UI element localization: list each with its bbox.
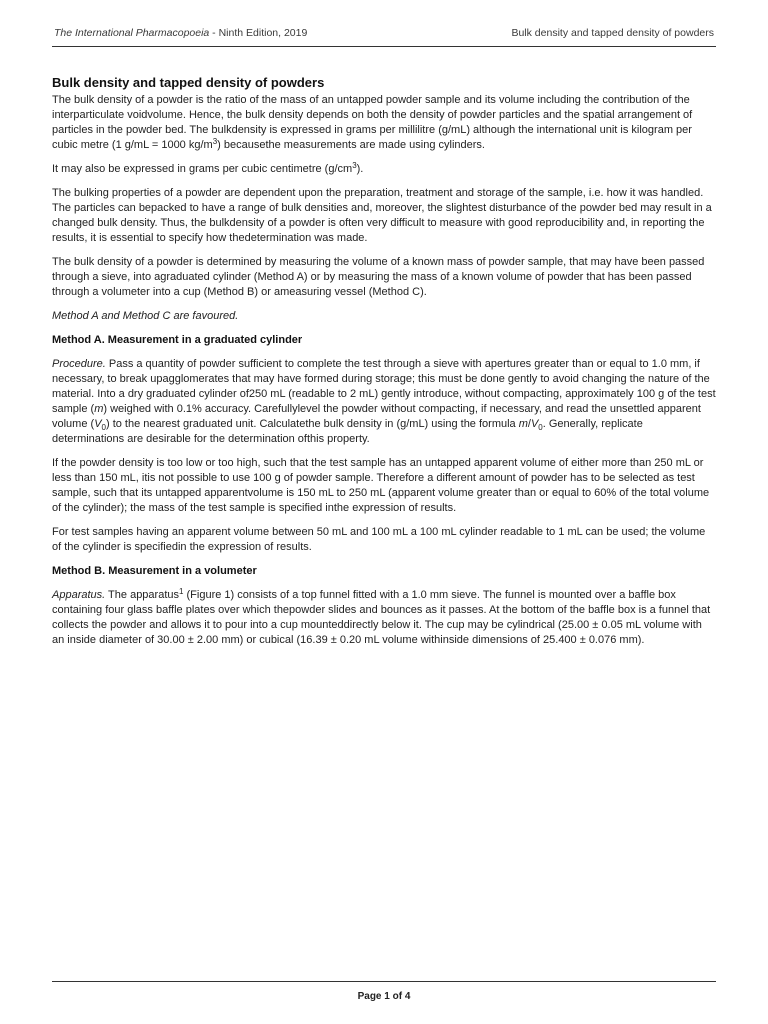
formula-subscript: 0: [538, 423, 543, 432]
formula-v: V: [530, 418, 539, 430]
paragraph-text: ) becausethe measurements are made using cylinders.: [217, 139, 485, 151]
paragraph-text: . Generally, replicate determinations are desirable for the determination ofthis property.: [52, 418, 643, 445]
paragraph-bulking-properties: The bulking properties of a powder are dependent upon the preparation, treatment and storage of the sample, i.e. how it was handled. The particles can bepacked to have a range of bulk densities and, moreover, the slightest disturbance of the powder bed may result in a changed bulk density. Thus, the bulkdensity of a powder is often very difficult to measure with good reproducibility and, in reporting the results, it is essential to specify how thedetermination was made.: [52, 187, 712, 244]
document-body: [52, 75, 716, 657]
paragraph-text: ).: [356, 163, 364, 175]
formula-slash: /: [527, 418, 531, 430]
page-title: Bulk density and tapped density of powders: [52, 75, 325, 90]
page-number: Page 1 of 4: [357, 991, 411, 1002]
paragraph-procedure: [52, 357, 716, 447]
paragraph-text: Method A and Method C are favoured.: [52, 310, 239, 322]
header-edition: - Ninth Edition, 2019: [209, 27, 308, 39]
header-section-title: Bulk density and tapped density of powders: [511, 27, 714, 39]
header-book-title: The International Pharmacopoeia: [54, 27, 210, 39]
paragraph-text: Pass a quantity of powder sufficient to complete the test through a sieve with apertures greater than or equal to 1.0 mm, if necessary, to break upagglomerates that may have formed during storage; this must be done gently to avoid changing the nature of the material. Into a dry graduated cylinder of250 mL (readable to 2 mL) gently introduce, without compacting, approximately 100 g of the test sample (: [52, 358, 716, 415]
footnote-ref[interactable]: 1: [179, 587, 184, 596]
paragraph-apparatus: [52, 588, 716, 648]
paragraph-text: ) weighed with 0.1% accuracy. Carefullylevel the powder without compacting, if necessary, and read the unsettled apparent volume (: [52, 403, 701, 430]
paragraph-text: It may also be expressed in grams per cubic centimetre (g/cm: [52, 163, 353, 175]
paragraph-text: ) to the nearest graduated unit. Calculatethe bulk density in (g/mL) using the formula: [105, 418, 519, 430]
paragraph-small-volume: For test samples having an apparent volume between 50 mL and 100 mL a 100 mL cylinder readable to 1 mL can be used; the volume of the cylinder is specifiedin the expression of results.: [52, 526, 706, 553]
superscript: 3: [212, 137, 218, 146]
paragraph-text: The bulk density of a powder is the ratio of the mass of an untapped powder sample and its volume including the contribution of the interparticulate voidvolume. Hence, the bulk density depends on both the density of powder particles and the spatial arrangement of particles in the powder bed. The bulkdensity is expressed in grams per millilitre (g/mL) although the international unit is kilogram per cubic metre (1 g/mL = 1000 kg/m: [52, 94, 693, 151]
paragraph-text: (Figure 1) consists of a top funnel fitted with a 1.0 mm sieve. The funnel is mounted over a baffle box containing four glass baffle plates over which thepowder slides and bounces as it passes. At the bottom of the baffle box is a funnel that collects the powder and allows it to pour into a cup mounteddirectly below it. The cup may be cylindrical (25.00 ± 0.05 mL volume with an inside diameter of 30.00 ± 2.00 mm) or cubical (16.39 ± 0.20 mL volume withinside dimensions of 25.400 ± 0.076 mm).: [52, 589, 711, 646]
paragraph-determination: The bulk density of a powder is determined by measuring the volume of a known mass of powder sample, that may have been passed through a sieve, into agraduated cylinder (Method A) or by measuring the mass of a known volume of powder that has been passed through a volumeter into a cup (Method B) or ameasuring vessel (Method C).: [52, 256, 705, 298]
heading-method-a: Method A. Measurement in a graduated cylinder: [52, 334, 303, 346]
apparatus-label: Apparatus.: [52, 589, 106, 601]
symbol-v: V: [94, 418, 102, 430]
paragraph-text: The apparatus: [105, 589, 179, 601]
subscript: 0: [101, 423, 106, 432]
heading-method-b: Method B. Measurement in a volumeter: [52, 565, 257, 577]
paragraph-density-range: If the powder density is too low or too high, such that the test sample has an untapped apparent volume of either more than 250 mL or less than 150 mL, itis not possible to use 100 g of powder sample. Therefore a different amount of powder has to be selected as test sample, such that its untapped apparentvolume is 150 mL to 250 mL (apparent volume greater than or equal to 60% of the total volume of the cylinder); the mass of the test sample is specified inthe expression of results.: [52, 457, 710, 514]
symbol-m: m: [94, 403, 104, 415]
formula-m: m: [518, 418, 528, 430]
page-header: [52, 24, 716, 47]
paragraph-favoured-methods: [52, 309, 716, 324]
paragraph-units: [52, 162, 716, 177]
page-footer: [52, 981, 716, 1012]
paragraph-definition: [52, 93, 716, 153]
header-publication: [54, 27, 307, 39]
procedure-label: Procedure.: [52, 358, 106, 370]
superscript: 3: [352, 161, 357, 170]
